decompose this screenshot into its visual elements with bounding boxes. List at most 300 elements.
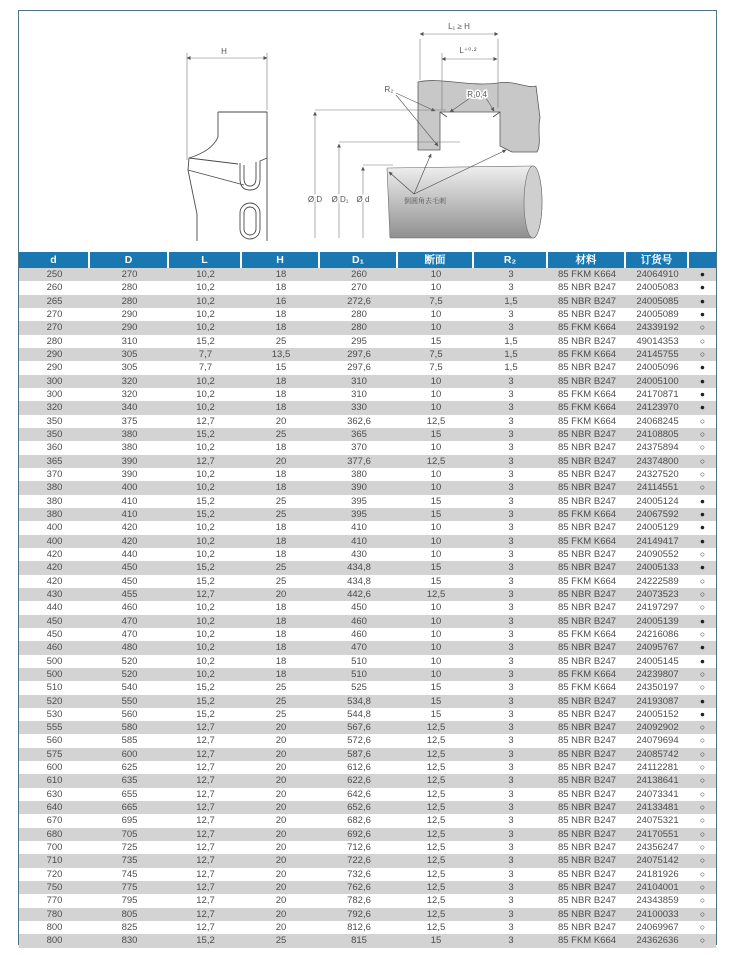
cell-section: 15 <box>430 428 442 440</box>
cell-availability-dot: ● <box>699 362 706 373</box>
cell-L: 12,7 <box>196 868 215 880</box>
table-row <box>19 361 716 374</box>
cell-R2: 3 <box>508 642 514 654</box>
cell-D1: 450 <box>351 602 367 614</box>
cell-material: 85 NBR B247 <box>557 855 617 867</box>
cell-R2: 3 <box>508 602 514 614</box>
cell-order-no: 24356247 <box>636 842 679 854</box>
cell-material: 85 NBR B247 <box>557 748 617 760</box>
cell-order-no: 24095767 <box>636 642 679 654</box>
cell-H: 15 <box>275 362 287 374</box>
cell-H: 25 <box>275 335 287 347</box>
cell-d: 680 <box>46 828 63 840</box>
cell-D1: 434,8 <box>347 562 371 574</box>
cell-d: 500 <box>46 668 63 680</box>
cell-d: 350 <box>46 428 63 440</box>
cell-d: 420 <box>46 575 63 587</box>
cell-D: 705 <box>121 828 138 840</box>
seal-slot-lower-outer <box>240 203 260 239</box>
cell-section: 10 <box>430 522 442 534</box>
cell-D: 585 <box>121 735 138 747</box>
cell-D1: 430 <box>351 548 367 560</box>
cell-d: 280 <box>46 335 63 347</box>
cell-d: 600 <box>46 762 63 774</box>
cell-section: 15 <box>430 708 442 720</box>
table-row <box>19 455 716 468</box>
cell-material: 85 NBR B247 <box>557 588 617 600</box>
cell-d: 770 <box>46 895 63 907</box>
cell-R2: 3 <box>508 695 514 707</box>
table-row <box>19 734 716 747</box>
cell-H: 25 <box>275 682 287 694</box>
cell-D: 400 <box>121 482 138 494</box>
cell-R2: 3 <box>508 468 514 480</box>
cell-R2: 3 <box>508 428 514 440</box>
cell-d: 265 <box>46 295 63 307</box>
cell-R2: 3 <box>508 922 514 934</box>
cell-D1: 260 <box>351 269 367 280</box>
cell-material: 85 NBR B247 <box>557 468 617 480</box>
cell-d: 450 <box>46 615 63 627</box>
cell-D1: 380 <box>351 468 367 480</box>
header-D1: D₁ <box>320 252 398 268</box>
cell-section: 7,5 <box>429 348 443 360</box>
groove-chamfers <box>440 112 500 117</box>
cell-L: 15,2 <box>196 695 215 707</box>
cell-D1: 692,6 <box>347 828 371 840</box>
dia-groove-label: Ø D₁ <box>331 195 349 204</box>
cell-order-no: 24005152 <box>636 708 679 720</box>
cell-section: 15 <box>430 575 442 587</box>
cell-D1: 622,6 <box>347 775 371 787</box>
cell-D: 450 <box>121 562 138 574</box>
cell-availability-dot: ○ <box>699 855 706 866</box>
cell-D1: 330 <box>351 402 367 414</box>
cell-section: 10 <box>430 282 442 294</box>
cell-material: 85 FKM K664 <box>557 388 617 400</box>
cell-L: 10,2 <box>196 522 215 534</box>
cell-availability-dot: ○ <box>699 802 706 813</box>
cell-L: 15,2 <box>196 495 215 507</box>
cell-availability-dot: ● <box>699 615 706 626</box>
cell-order-no: 24005085 <box>636 295 679 307</box>
cell-H: 18 <box>275 322 287 334</box>
cell-D1: 270 <box>351 282 367 294</box>
cell-availability-dot: ○ <box>699 482 706 493</box>
cell-H: 18 <box>275 375 287 387</box>
cell-section: 12,5 <box>426 828 446 840</box>
cell-D: 460 <box>121 602 138 614</box>
cell-D: 305 <box>121 348 138 360</box>
cell-material: 85 NBR B247 <box>557 775 617 787</box>
cell-order-no: 49014353 <box>636 335 679 347</box>
cell-H: 20 <box>275 748 287 760</box>
cell-R2: 3 <box>508 682 514 694</box>
cell-material: 85 NBR B247 <box>557 428 617 440</box>
seal-slot-lower-inner <box>244 207 256 235</box>
cell-R2: 3 <box>508 722 514 734</box>
cell-H: 25 <box>275 708 287 720</box>
cell-availability-dot: ○ <box>699 788 706 799</box>
cell-d: 400 <box>46 535 63 547</box>
cell-H: 18 <box>275 655 287 667</box>
table-row <box>19 495 716 508</box>
cell-D: 420 <box>121 535 138 547</box>
cell-D: 805 <box>121 908 138 920</box>
cell-d: 260 <box>46 282 63 294</box>
cell-D1: 642,6 <box>347 788 371 800</box>
cell-D: 795 <box>121 895 138 907</box>
l-dim-label: L⁺⁰·² <box>459 46 477 55</box>
cell-H: 20 <box>275 815 287 827</box>
cell-d: 610 <box>46 775 63 787</box>
cell-H: 18 <box>275 468 287 480</box>
cell-section: 12,5 <box>426 868 446 880</box>
cell-material: 85 NBR B247 <box>557 562 617 574</box>
cell-material: 85 NBR B247 <box>557 522 617 534</box>
table-row <box>19 548 716 561</box>
cell-section: 10 <box>430 468 442 480</box>
cell-d: 450 <box>46 628 63 640</box>
cell-H: 25 <box>275 428 287 440</box>
table-row <box>19 908 716 921</box>
cell-D1: 510 <box>351 655 367 667</box>
cell-availability-dot: ○ <box>699 548 706 559</box>
cell-L: 12,7 <box>196 855 215 867</box>
cell-L: 12,7 <box>196 748 215 760</box>
cell-section: 10 <box>430 269 442 280</box>
table-row <box>19 921 716 934</box>
cell-d: 500 <box>46 655 63 667</box>
cell-section: 12,5 <box>426 775 446 787</box>
cell-L: 10,2 <box>196 468 215 480</box>
cell-availability-dot: ○ <box>699 322 706 333</box>
cell-d: 365 <box>46 455 63 467</box>
cell-H: 20 <box>275 868 287 880</box>
cell-D: 380 <box>121 428 138 440</box>
cell-L: 12,7 <box>196 762 215 774</box>
table-row <box>19 748 716 761</box>
cell-R2: 3 <box>508 775 514 787</box>
table-row <box>19 761 716 774</box>
table-row <box>19 655 716 668</box>
cell-material: 85 NBR B247 <box>557 442 617 454</box>
cell-section: 10 <box>430 668 442 680</box>
cell-D1: 470 <box>351 642 367 654</box>
cell-material: 85 FKM K664 <box>557 575 617 587</box>
cell-section: 12,5 <box>426 588 446 600</box>
cell-availability-dot: ○ <box>699 748 706 759</box>
cell-availability-dot: ● <box>699 508 706 519</box>
cell-H: 20 <box>275 922 287 934</box>
cell-section: 12,5 <box>426 748 446 760</box>
cell-availability-dot: ● <box>699 522 706 533</box>
cell-d: 420 <box>46 562 63 574</box>
cell-H: 18 <box>275 668 287 680</box>
table-row <box>19 481 716 494</box>
cell-L: 10,2 <box>196 442 215 454</box>
cell-D: 340 <box>121 402 138 414</box>
cell-D: 280 <box>121 282 138 294</box>
cell-section: 12,5 <box>426 722 446 734</box>
header-R2: R₂ <box>474 252 548 268</box>
table-body <box>19 268 716 948</box>
cell-D1: 567,6 <box>347 722 371 734</box>
cell-section: 15 <box>430 495 442 507</box>
cell-L: 12,7 <box>196 588 215 600</box>
cell-D1: 395 <box>351 495 367 507</box>
cell-section: 12,5 <box>426 815 446 827</box>
table-row <box>19 894 716 907</box>
cell-L: 10,2 <box>196 602 215 614</box>
table-row <box>19 708 716 721</box>
cell-D1: 612,6 <box>347 762 371 774</box>
cell-availability-dot: ○ <box>699 908 706 919</box>
cell-D1: 722,6 <box>347 855 371 867</box>
cell-L: 10,2 <box>196 322 215 334</box>
table-row <box>19 588 716 601</box>
cell-d: 720 <box>46 868 63 880</box>
cell-d: 460 <box>46 642 63 654</box>
cell-order-no: 24138641 <box>636 775 679 787</box>
cell-R2: 3 <box>508 495 514 507</box>
cell-D1: 295 <box>351 335 367 347</box>
cell-R2: 3 <box>508 535 514 547</box>
cell-D: 270 <box>121 269 138 280</box>
cell-availability-dot: ● <box>699 695 706 706</box>
cell-H: 18 <box>275 282 287 294</box>
cell-order-no: 24069967 <box>636 922 679 934</box>
header-material: 材料 <box>548 252 626 268</box>
cell-d: 670 <box>46 815 63 827</box>
header-H: H <box>242 252 320 268</box>
cell-material: 85 FKM K664 <box>557 322 617 334</box>
deburr-note-label: 倒圆角去毛刺 <box>404 198 446 205</box>
cell-R2: 3 <box>508 828 514 840</box>
cell-R2: 3 <box>508 322 514 334</box>
cell-R2: 3 <box>508 908 514 920</box>
cell-order-no: 24108805 <box>636 428 679 440</box>
cell-section: 15 <box>430 682 442 694</box>
cell-d: 350 <box>46 415 63 427</box>
cell-D1: 434,8 <box>347 575 371 587</box>
table-row <box>19 814 716 827</box>
cell-R2: 1,5 <box>504 335 518 347</box>
cell-D1: 544,8 <box>347 708 371 720</box>
cell-availability-dot: ○ <box>699 575 706 586</box>
cell-R2: 3 <box>508 442 514 454</box>
cell-order-no: 24092902 <box>636 722 679 734</box>
cell-availability-dot: ○ <box>699 895 706 906</box>
cell-order-no: 24100033 <box>636 908 679 920</box>
cell-material: 85 FKM K664 <box>557 402 617 414</box>
cell-D1: 534,8 <box>347 695 371 707</box>
cell-L: 10,2 <box>196 535 215 547</box>
cell-L: 10,2 <box>196 668 215 680</box>
cell-d: 380 <box>46 508 63 520</box>
cell-H: 18 <box>275 535 287 547</box>
cell-L: 10,2 <box>196 402 215 414</box>
cell-H: 20 <box>275 908 287 920</box>
cell-availability-dot: ○ <box>699 882 706 893</box>
cell-L: 12,7 <box>196 775 215 787</box>
cell-R2: 3 <box>508 708 514 720</box>
cell-D: 480 <box>121 642 138 654</box>
cell-H: 25 <box>275 562 287 574</box>
cell-D1: 587,6 <box>347 748 371 760</box>
cell-D: 280 <box>121 295 138 307</box>
cell-d: 520 <box>46 695 63 707</box>
cell-D: 470 <box>121 615 138 627</box>
cell-order-no: 24073341 <box>636 788 679 800</box>
cell-availability-dot: ○ <box>699 842 706 853</box>
cell-order-no: 24181926 <box>636 868 679 880</box>
cell-H: 20 <box>275 455 287 467</box>
cell-availability-dot: ○ <box>699 682 706 693</box>
cell-order-no: 24075142 <box>636 855 679 867</box>
cell-L: 10,2 <box>196 655 215 667</box>
cell-d: 555 <box>46 722 63 734</box>
cell-D1: 310 <box>351 388 367 400</box>
cell-D: 725 <box>121 842 138 854</box>
cell-order-no: 24005139 <box>636 615 679 627</box>
cell-material: 85 NBR B247 <box>557 895 617 907</box>
cell-R2: 3 <box>508 548 514 560</box>
cell-H: 20 <box>275 722 287 734</box>
table-row <box>19 774 716 787</box>
cell-section: 12,5 <box>426 882 446 894</box>
cell-order-no: 24104001 <box>636 882 679 894</box>
cell-D: 540 <box>121 682 138 694</box>
cell-D: 380 <box>121 442 138 454</box>
cell-availability-dot: ○ <box>699 468 706 479</box>
cell-R2: 3 <box>508 628 514 640</box>
cell-D1: 377,6 <box>347 455 371 467</box>
table-row <box>19 628 716 641</box>
cell-R2: 3 <box>508 815 514 827</box>
cell-section: 10 <box>430 375 442 387</box>
cell-order-no: 24090552 <box>636 548 679 560</box>
table-row <box>19 415 716 428</box>
cell-L: 10,2 <box>196 295 215 307</box>
cell-material: 85 NBR B247 <box>557 708 617 720</box>
cell-D: 775 <box>121 882 138 894</box>
cell-L: 12,7 <box>196 922 215 934</box>
cell-D1: 525 <box>351 682 367 694</box>
table-row <box>19 561 716 574</box>
cell-material: 85 NBR B247 <box>557 735 617 747</box>
cell-R2: 3 <box>508 748 514 760</box>
cell-order-no: 24350197 <box>636 682 679 694</box>
cell-D: 390 <box>121 455 138 467</box>
cell-availability-dot: ○ <box>699 775 706 786</box>
cell-availability-dot: ● <box>699 388 706 399</box>
cell-H: 18 <box>275 522 287 534</box>
cell-R2: 3 <box>508 868 514 880</box>
cell-d: 560 <box>46 735 63 747</box>
cell-L: 12,7 <box>196 722 215 734</box>
cell-order-no: 24123970 <box>636 402 679 414</box>
cell-material: 85 NBR B247 <box>557 308 617 320</box>
cell-section: 10 <box>430 322 442 334</box>
cell-R2: 3 <box>508 735 514 747</box>
dia-outer-label: Ø D <box>307 195 323 204</box>
cell-material: 85 NBR B247 <box>557 842 617 854</box>
r1-note-label: R₁0,4 <box>467 90 487 99</box>
cell-section: 12,5 <box>426 842 446 854</box>
cell-section: 10 <box>430 442 442 454</box>
cell-material: 85 NBR B247 <box>557 602 617 614</box>
cell-L: 12,7 <box>196 455 215 467</box>
cell-H: 20 <box>275 415 287 427</box>
cell-section: 10 <box>430 628 442 640</box>
cell-H: 18 <box>275 602 287 614</box>
cell-availability-dot: ○ <box>699 348 706 359</box>
table-row <box>19 601 716 614</box>
cell-material: 85 FKM K664 <box>557 628 617 640</box>
cell-section: 10 <box>430 482 442 494</box>
cell-availability-dot: ○ <box>699 935 706 946</box>
cell-H: 25 <box>275 495 287 507</box>
cell-H: 18 <box>275 628 287 640</box>
seal-lip-line-upper <box>189 158 238 164</box>
cell-section: 10 <box>430 388 442 400</box>
table-row <box>19 788 716 801</box>
cell-availability-dot: ○ <box>699 828 706 839</box>
cell-order-no: 24114551 <box>636 482 679 494</box>
cell-D1: 682,6 <box>347 815 371 827</box>
table-row <box>19 281 716 294</box>
cell-D: 450 <box>121 575 138 587</box>
cell-order-no: 24170551 <box>636 828 679 840</box>
cell-R2: 1,5 <box>504 348 518 360</box>
cell-L: 15,2 <box>196 935 215 947</box>
cell-D1: 782,6 <box>347 895 371 907</box>
cell-order-no: 24239807 <box>636 668 679 680</box>
dia-rod-label: Ø d <box>356 195 370 204</box>
cell-D: 290 <box>121 308 138 320</box>
cell-section: 10 <box>430 615 442 627</box>
cell-section: 12,5 <box>426 455 446 467</box>
cell-R2: 3 <box>508 802 514 814</box>
cell-D: 560 <box>121 708 138 720</box>
cell-d: 250 <box>46 269 63 280</box>
cell-H: 20 <box>275 828 287 840</box>
cell-D: 635 <box>121 775 138 787</box>
cell-availability-dot: ○ <box>699 762 706 773</box>
cell-order-no: 24193087 <box>636 695 679 707</box>
cell-L: 10,2 <box>196 388 215 400</box>
cell-availability-dot: ● <box>699 708 706 719</box>
cell-material: 85 NBR B247 <box>557 788 617 800</box>
table-row <box>19 375 716 388</box>
cell-availability-dot: ○ <box>699 722 706 733</box>
cell-L: 15,2 <box>196 335 215 347</box>
cell-d: 370 <box>46 468 63 480</box>
cell-d: 270 <box>46 308 63 320</box>
cell-D: 290 <box>121 322 138 334</box>
cell-L: 10,2 <box>196 482 215 494</box>
cell-R2: 3 <box>508 615 514 627</box>
cell-availability-dot: ● <box>699 308 706 319</box>
cell-availability-dot: ○ <box>699 442 706 453</box>
cell-D: 695 <box>121 815 138 827</box>
cell-section: 10 <box>430 655 442 667</box>
cell-d: 710 <box>46 855 63 867</box>
cell-availability-dot: ● <box>699 495 706 506</box>
cell-D1: 362,6 <box>347 415 371 427</box>
cell-section: 12,5 <box>426 922 446 934</box>
